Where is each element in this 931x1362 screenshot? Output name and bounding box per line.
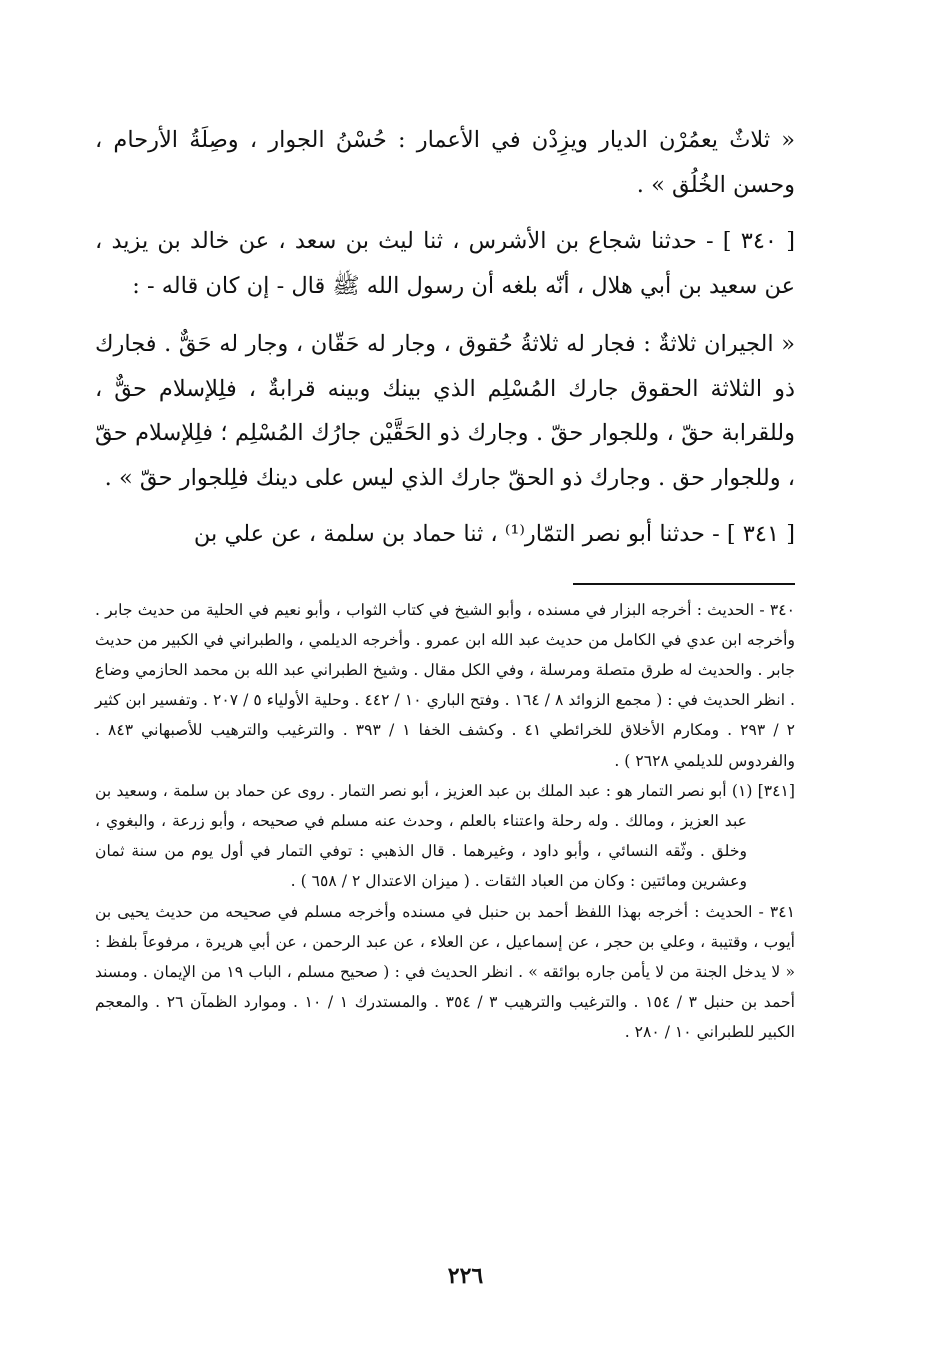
footnote-341: ٣٤١ - الحديث : أخرجه بهذا اللفظ أحمد بن حنبل في مسنده وأخرجه مسلم في صحيحه من حديث يحيى بن أيوب ، وقتيبة ، وعلي بن حجر ، عن إسماعيل ، عن العلاء ، عن عبد الرحمن ، عن أبي هريرة ، مرفوعاً بلفظ : « لا يدخل الجنة من لا يأمن جاره بوائقه » . انظر الحديث في : ( صحيح مسلم ، الباب ١٩ من الإيمان . ومسند أحمد بن حنبل ٣ / ١٥٤ . والترغيب والترهيب ٣ / ٣٥٤ . والمستدرك ١ / ١٠ . وموارد الظمآن ٢٦ . والمعجم الكبير للطبراني ١٠ / ٢٨٠ . [95, 902, 795, 1042]
page-number: ٢٢٦ [447, 1263, 484, 1289]
hadith-text-339-end: « ثلاثٌ يعمُرْن الديار ويزِدْن في الأعمار : حُسْنُ الجوار ، وصِلَةُ الأرحام ، وحسن الخُلُق » . [95, 127, 795, 198]
hadith-text-340: « الجيران ثلاثةٌ : فجار له ثلاثةُ حُقوق ، وجار له حَقّان ، وجار له حَقٌّ . فجارك ذو الثلاثة الحقوق جارك المُسْلِم الذي بينك وبينه قرابةٌ ، فلِلإسلام حقٌّ ، وللقرابة حقّ ، وللجوار حقّ . وجارك ذو الحَقَّيْن جارُك المُسْلِم ؛ فلِلإسلام حقّ ، وللجوار حق . وجارك ذو الحقّ جارك الذي ليس على دينك فلِلجوار حقّ » . [95, 331, 795, 491]
hadith-isnad-340: [ ٣٤٠ ] - حدثنا شجاع بن الأشرس ، ثنا ليث بن سعد ، عن خالد بن يزيد ، عن سعيد بن أبي هلال ، أنّه بلغه أن رسول الله ﷺ قال - إن كان قاله - : [95, 228, 795, 299]
footnote-separator [573, 583, 795, 585]
hadith-isnad-341: [ ٣٤١ ] - حدثنا أبو نصر التمّار⁽¹⁾ ، ثنا حماد بن سلمة ، عن علي بن [193, 521, 795, 547]
footnote-341-1: [٣٤١] (١) أبو نصر التمار هو : عبد الملك بن عبد العزيز ، أبو نصر التمار . روى عن حماد بن سلمة ، وسعيد بن عبد العزيز ، ومالك . وله رحلة واعتناء بالعلم ، وحدث عنه مسلم في صحيحه ، وأبو زرعة ، والبغوي ، وخلق . وثّقه النسائي ، وأبو داود ، وغيرهما . قال الذهبي : توفي التمار في أول يوم من سنة ثمان وعشرين ومائتين : وكان من العباد الثقات . ( ميزان الاعتدال ٢ / ٦٥٨ ) . [95, 781, 795, 891]
footnote-340: ٣٤٠ - الحديث : أخرجه البزار في مسنده ، وأبو الشيخ في كتاب الثواب ، وأبو نعيم في الحلية من حديث جابر . وأخرجه ابن عدي في الكامل من حديث عبد الله ابن عمرو . وأخرجه الديلمي ، والطبراني في الكبير من حديث جابر . والحديث له طرق متصلة ومرسلة ، وفي الكل مقال . وشيخ الطبراني عبد الله بن محمد الحازمي وضاع . انظر الحديث في : ( مجمع الزوائد ٨ / ١٦٤ . وفتح الباري ١٠ / ٤٤٢ . وحلية الأولياء ٥ / ٢٠٧ . وتفسير ابن كثير ٢ / ٢٩٣ . ومكارم الأخلاق للخرائطي ٤١ . وكشف الخفا ١ / ٣٩٣ . والترغيب والترهيب للأصبهاني ٨٤٣ . والفردوس للديلمي ٢٦٢٨ ) . [95, 600, 796, 770]
page-body [95, 118, 795, 1048]
